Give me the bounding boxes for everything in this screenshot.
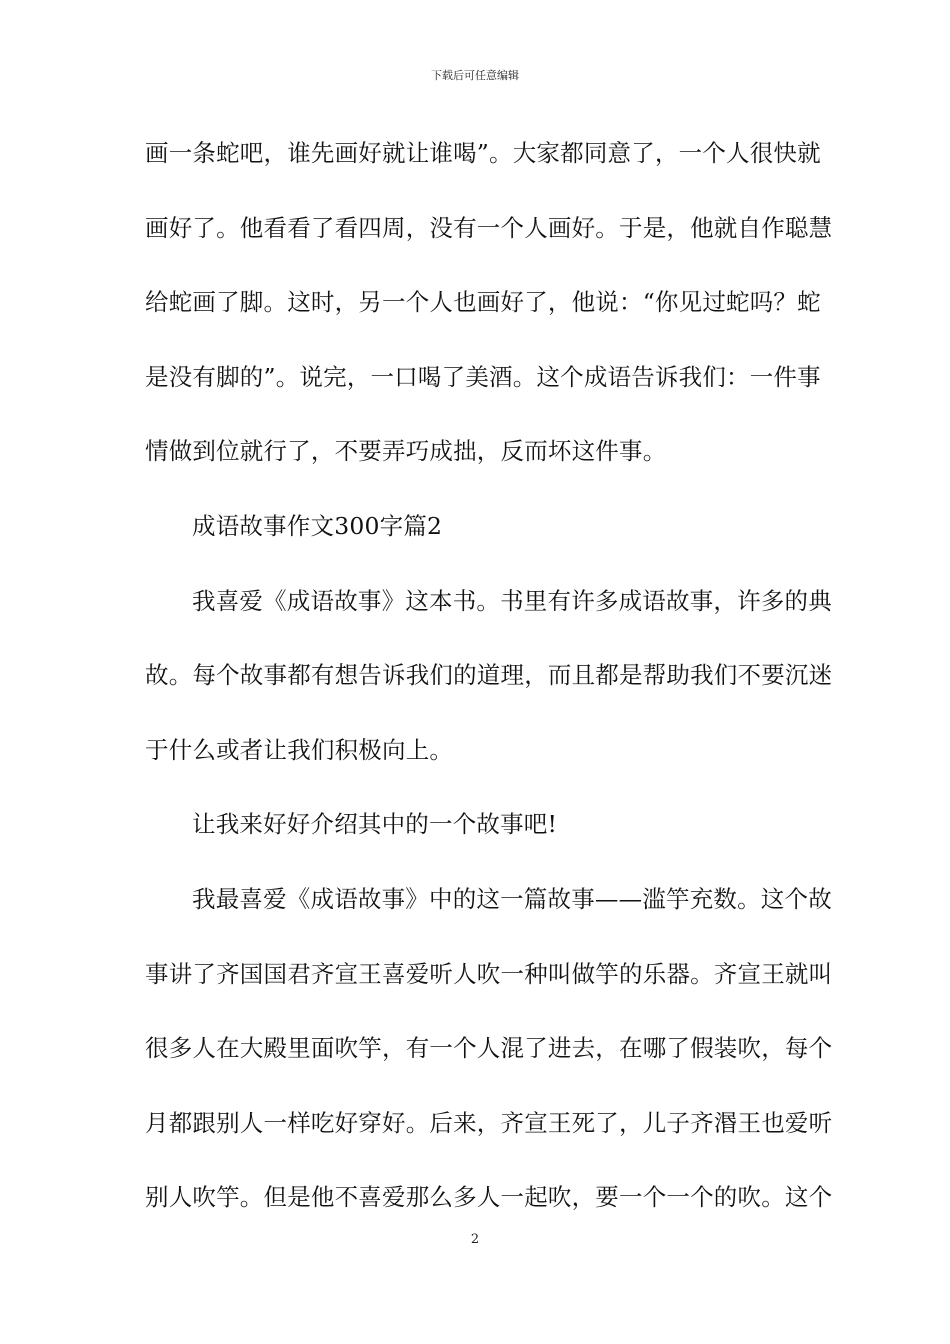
text-line: 画好了。他看看了看四周，没有一个人画好。于是，他就自作聪慧 [145,213,833,242]
text-line: 事讲了齐国国君齐宣王喜爱听人吹一种叫做竽的乐器。齐宣王就叫 [145,959,833,988]
text-line: 月都跟别人一样吃好穿好。后来，齐宣王死了，儿子齐湣王也爱听 [145,1108,833,1137]
text-line: 故。每个故事都有想告诉我们的道理，而且都是帮助我们不要沉迷 [145,661,833,690]
text-line: 情做到位就行了，不要弄巧成拙，反而坏这件事。 [145,437,667,466]
text-line: 很多人在大殿里面吹竽，有一个人混了进去，在哪了假装吹，每个 [145,1034,833,1063]
text-line: 我最喜爱《成语故事》中的这一篇故事——滥竽充数。这个故 [192,884,832,913]
text-line: 是没有脚的”。说完，一口喝了美酒。这个成语告诉我们：一件事 [145,362,821,391]
page-number: 2 [470,1232,480,1247]
section-heading: 成语故事作文300字篇2 [192,511,443,540]
document-body [145,126,833,1245]
text-line: 别人吹竽。但是他不喜爱那么多人一起吹，要一个一个的吹。这个 [145,1183,833,1212]
text-line: 让我来好好介绍其中的一个故事吧! [192,810,558,839]
text-line: 于什么或者让我们积极向上。 [145,735,454,764]
page-header: 下载后可任意编辑 [431,69,519,82]
text-line: 给蛇画了脚。这时，另一个人也画好了，他说：“你见过蛇吗？蛇 [145,288,821,317]
text-line: 画一条蛇吧，谁先画好就让谁喝”。大家都同意了，一个人很快就 [145,139,821,167]
text-line: 我喜爱《成语故事》这本书。书里有许多成语故事，许多的典 [192,586,832,615]
